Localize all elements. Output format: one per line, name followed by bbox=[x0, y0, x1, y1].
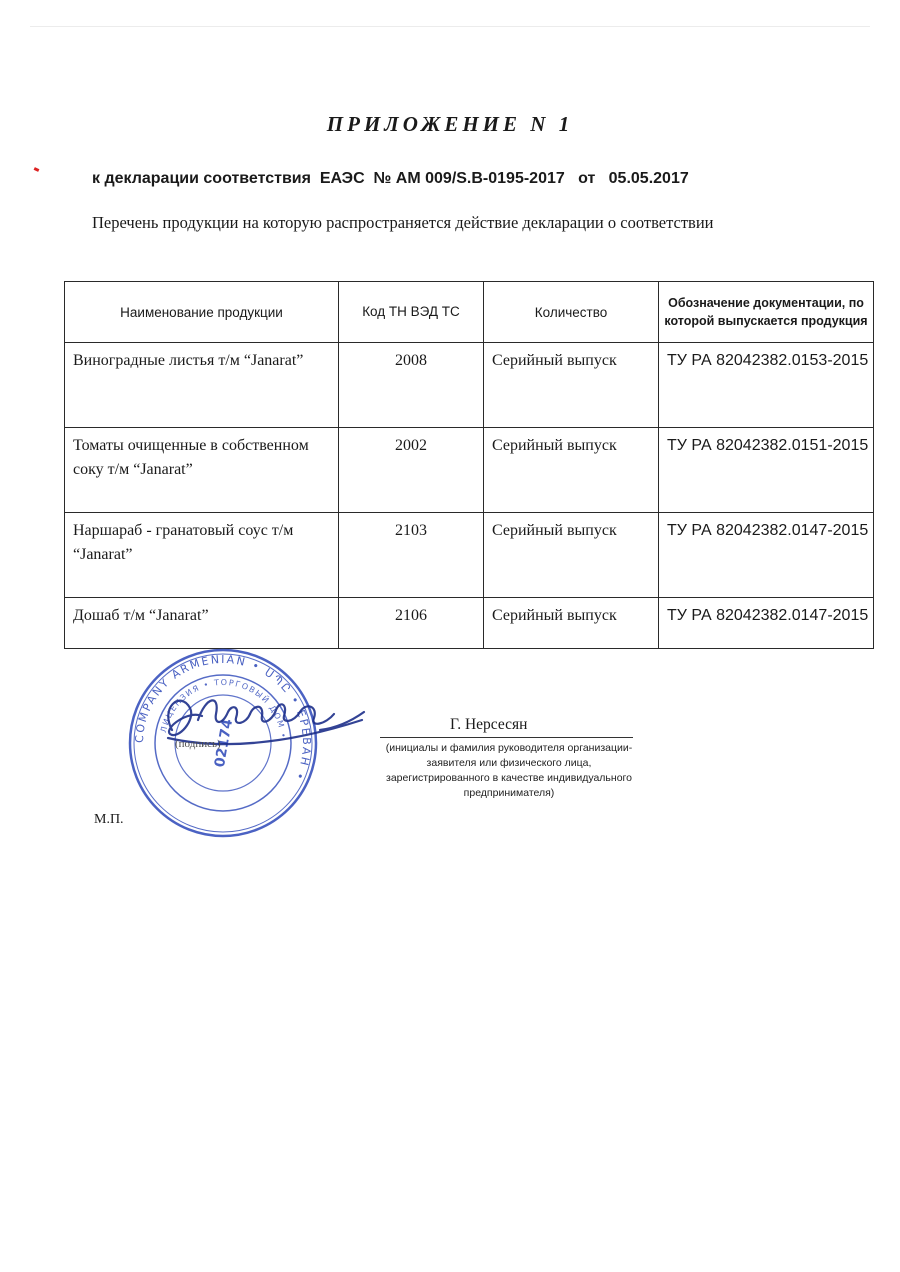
product-quantity: Серийный выпуск bbox=[484, 428, 659, 513]
table-row bbox=[65, 343, 874, 428]
product-documentation: ТУ РА 82042382.0147-2015 bbox=[659, 513, 874, 598]
handwritten-signature-icon bbox=[150, 668, 370, 768]
header-code: Код ТН ВЭД ТС bbox=[339, 282, 484, 343]
product-name: Наршараб - гранатовый соус т/м “Janarat” bbox=[65, 513, 339, 598]
product-quantity: Серийный выпуск bbox=[484, 343, 659, 428]
product-code: 2103 bbox=[339, 513, 484, 598]
product-quantity: Серийный выпуск bbox=[484, 598, 659, 649]
red-ink-mark bbox=[34, 167, 40, 172]
table-row bbox=[65, 428, 874, 513]
product-name: Дошаб т/м “Janarat” bbox=[65, 598, 339, 649]
table-row bbox=[65, 513, 874, 598]
products-table bbox=[64, 281, 874, 649]
stamp-place-label: М.П. bbox=[94, 812, 124, 827]
seal-center-number: 02174 bbox=[211, 717, 237, 769]
header-product-name: Наименование продукции bbox=[65, 282, 339, 343]
product-code: 2008 bbox=[339, 343, 484, 428]
page-title: ПРИЛОЖЕНИЕ N 1 bbox=[326, 112, 574, 136]
product-documentation: ТУ РА 82042382.0153-2015 bbox=[659, 343, 874, 428]
product-documentation: ТУ РА 82042382.0151-2015 bbox=[659, 428, 874, 513]
product-quantity: Серийный выпуск bbox=[484, 513, 659, 598]
seal-outer-text: COMPANY ARMENIAN • ՍՊԸ • ЕРЕВАН • bbox=[132, 652, 314, 784]
signature-line bbox=[380, 737, 633, 738]
signer-name: Г. Нерсесян bbox=[450, 716, 528, 733]
header-quantity: Количество bbox=[484, 282, 659, 343]
table-row bbox=[65, 598, 874, 649]
product-name: Томаты очищенные в собственном соку т/м “Janarat” bbox=[65, 428, 339, 513]
seal-inner-text: ЛИЦЕНЗИЯ • ТОРГОВЫЙ ДОМ • bbox=[158, 677, 288, 740]
top-rule bbox=[30, 26, 870, 27]
product-documentation: ТУ РА 82042382.0147-2015 bbox=[659, 598, 874, 649]
table-header-row bbox=[65, 282, 874, 343]
product-name: Виноградные листья т/м “Janarat” bbox=[65, 343, 339, 428]
signature-caption: (подпись) bbox=[175, 738, 221, 750]
intro-text: Перечень продукции на которую распространяется действие декларации о соответствии bbox=[92, 213, 714, 232]
signer-note: (инициалы и фамилия руководителя организации-заявителя или физического лица, зарегистрированного в качестве индивидуального предпринимателя) bbox=[385, 742, 633, 799]
product-code: 2002 bbox=[339, 428, 484, 513]
header-documentation: Обозначение документации, по которой выпускается продукция bbox=[659, 282, 874, 343]
product-code: 2106 bbox=[339, 598, 484, 649]
declaration-reference: к декларации соответствия ЕАЭС № АМ 009/S.B-0195-2017 от 05.05.2017 bbox=[92, 170, 689, 187]
